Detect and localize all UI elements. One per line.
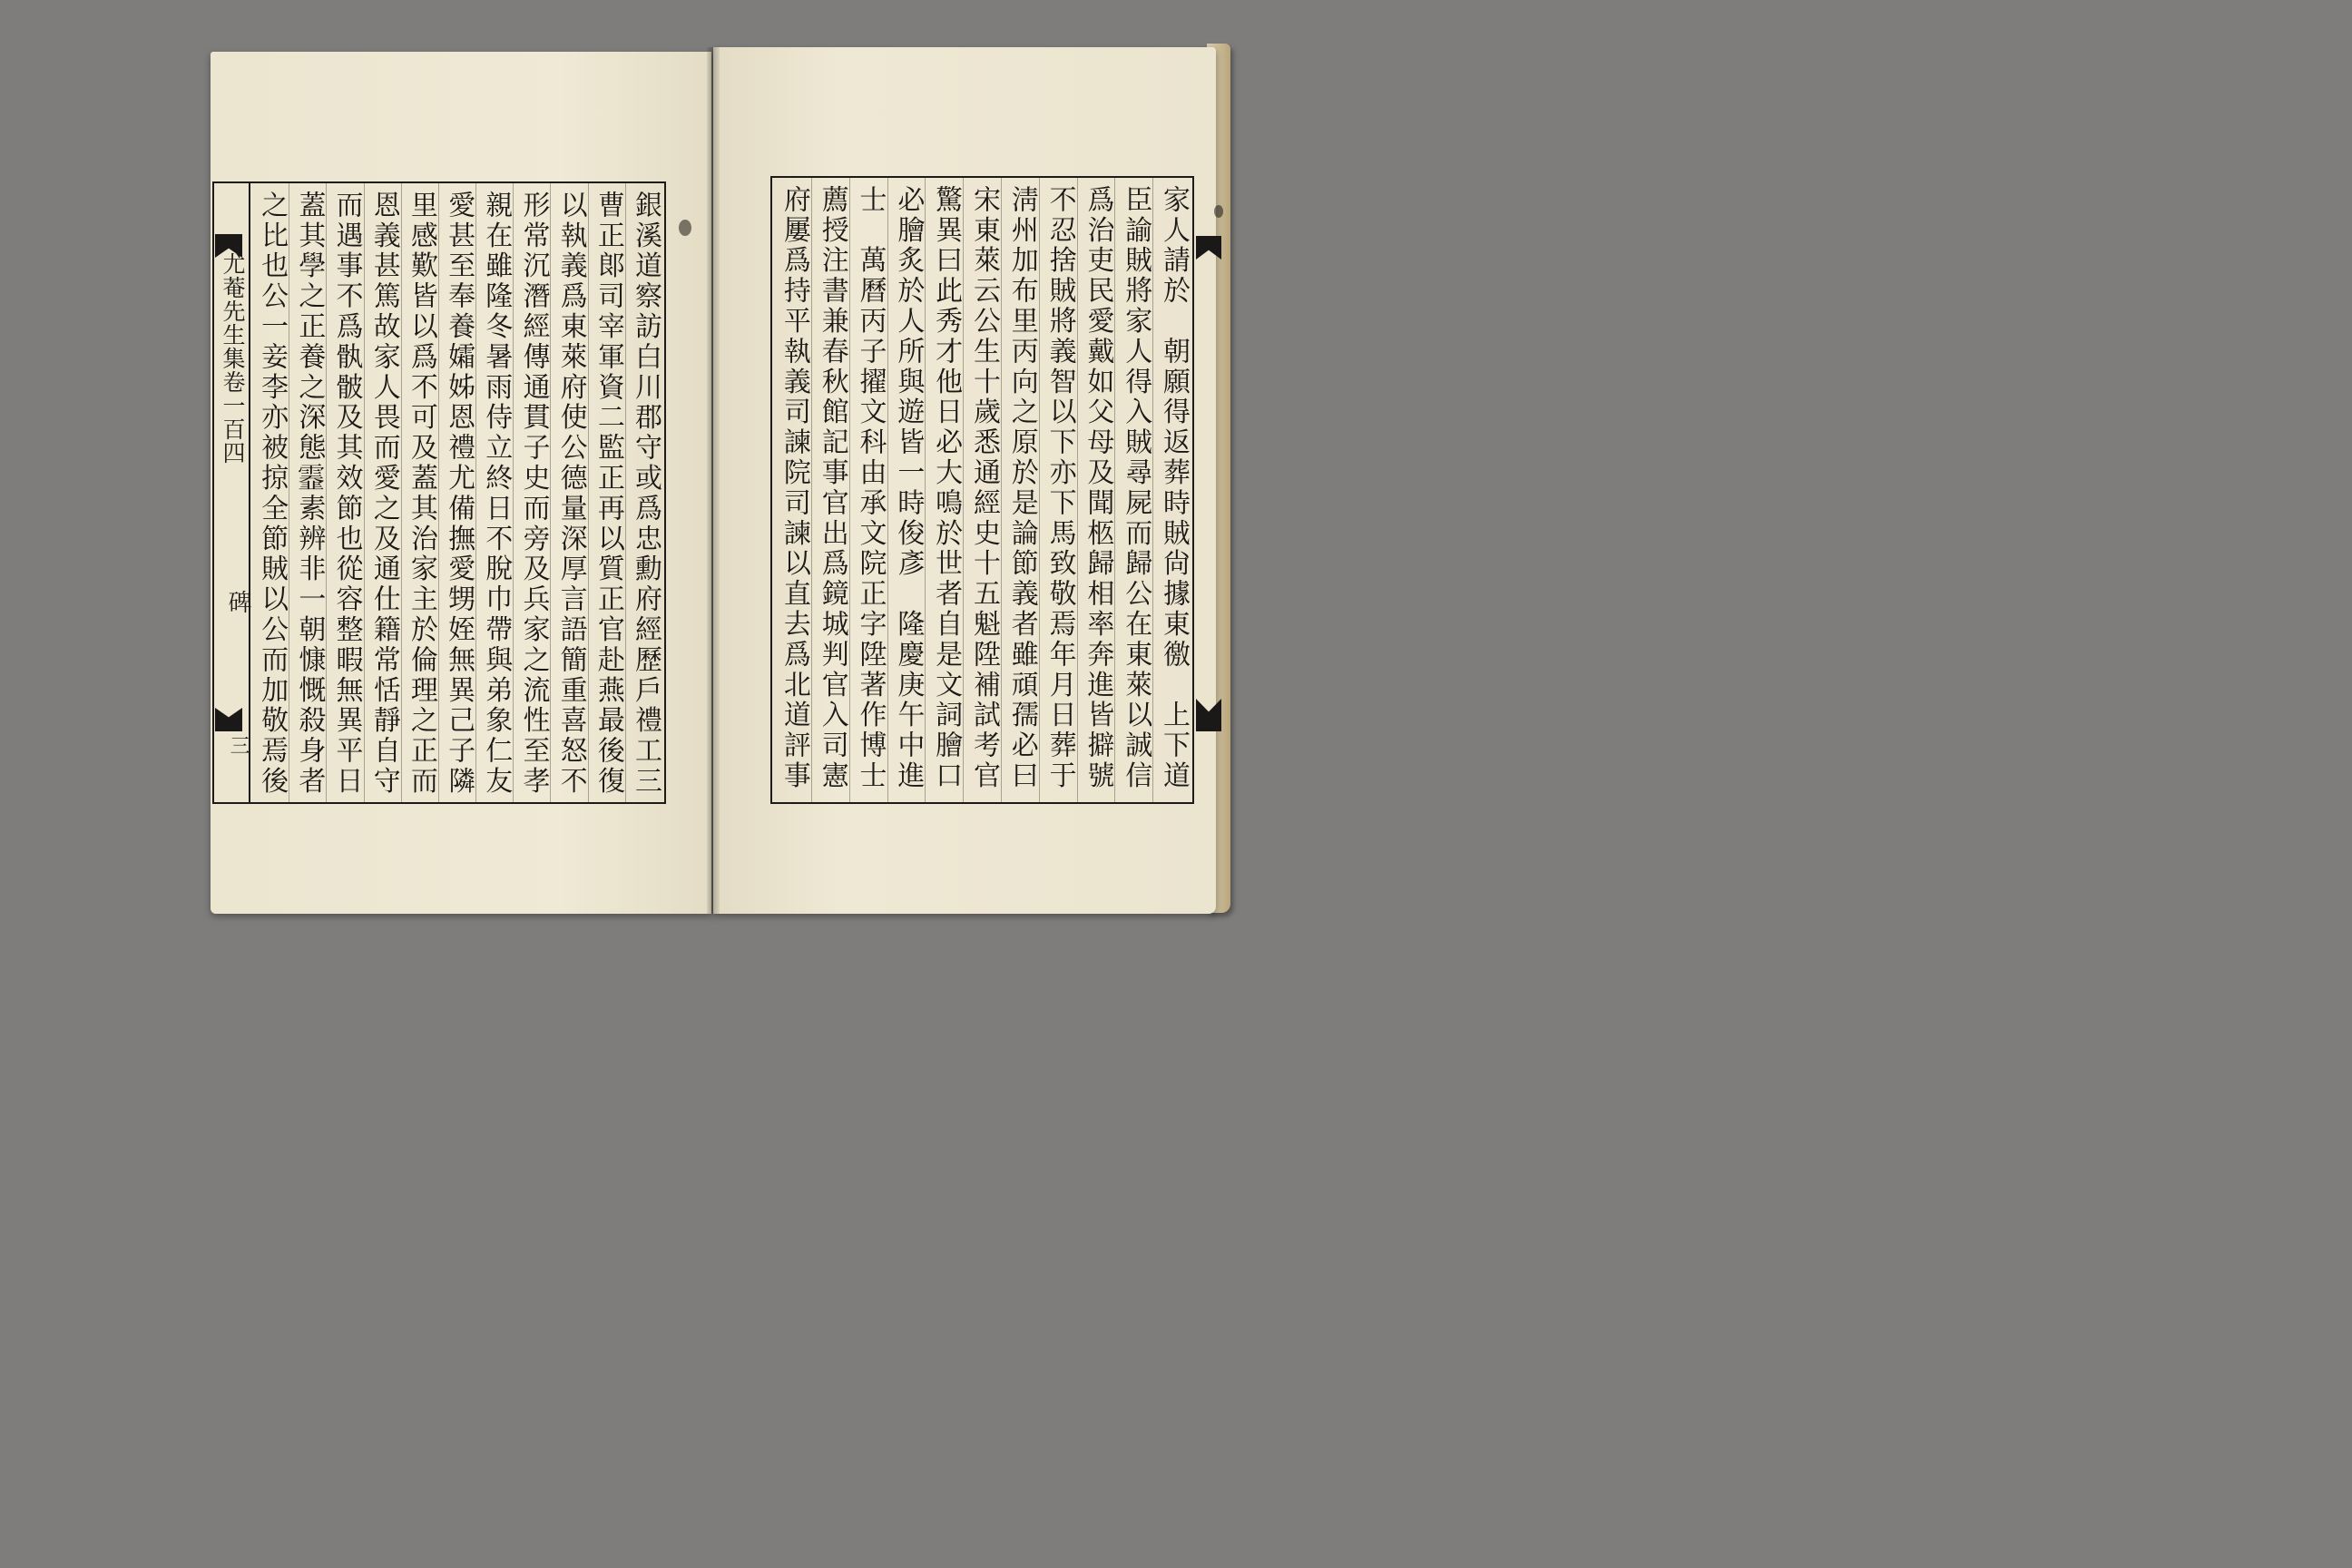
text-column: 親在雖隆冬暑雨侍立終日不脫巾帶與弟象仁友 — [475, 183, 513, 802]
text-column: 曹正郞司宰軍資二監正再以質正官赴燕最後復 — [588, 183, 625, 802]
open-book-spread — [0, 0, 1423, 948]
right-text-frame — [770, 176, 1194, 804]
banxin-page-number: 三 — [227, 735, 250, 755]
text-column: 愛甚至奉養孀姊恩禮尤備撫愛甥姪無異己子隣 — [438, 183, 475, 802]
left-text-columns — [252, 183, 662, 802]
text-column: 而遇事不爲骫骳及其效節也從容整暇無異平日 — [326, 183, 363, 802]
text-column: 爲治吏民愛戴如父母及聞柩歸相率奔進皆擗號 — [1077, 178, 1115, 802]
text-column: 臣諭賊將家人得入賊尋屍而歸公在東萊以誠信 — [1114, 178, 1152, 802]
text-column: 之比也公一妾李亦被掠全節賊以公而加敬焉後 — [256, 191, 289, 797]
text-column: 恩義甚篤故家人畏而愛之及通仕籍常恬靜自守 — [364, 183, 401, 802]
text-column: 銀溪道察訪白川郡守或爲忠勳府經歷戶禮工三 — [625, 183, 662, 802]
banxin-title: 尤菴先生集卷一百四 — [220, 252, 246, 465]
text-column: 驚異曰此秀才他日必大鳴於世者自是文詞膾口 — [925, 178, 963, 802]
text-column: 淸州加布里丙向之原於是論節義者雖頑孺必曰 — [1001, 178, 1039, 802]
ink-smudge — [679, 220, 691, 236]
text-column: 家人請於 朝願得返葬時賊尙據東徼 上下道 — [1152, 178, 1191, 802]
text-column: 里感歎皆以爲不可及蓋其治家主於倫理之正而 — [401, 183, 438, 802]
text-column: 蓋其學之正養之深態𩆅素辨非一朝慷慨殺身者 — [289, 183, 326, 802]
text-column: 以執義爲東萊府使公德量深厚言語簡重喜怒不 — [550, 183, 587, 802]
text-column: 形常沉潛經傳通貫子史而旁及兵家之流性至孝 — [513, 183, 550, 802]
text-column: 士 萬曆丙子擢文科由承文院正字陞著作博士 — [849, 178, 887, 802]
right-text-columns — [774, 178, 1191, 802]
center-margin-strip — [214, 183, 250, 802]
text-column: 宋東萊云公生十歲悉通經史十五魁陞補試考官 — [963, 178, 1001, 802]
text-column: 府屢爲持平執義司諫院司諫以直去爲北道評事 — [778, 185, 810, 791]
banxin-section: 碑 — [224, 590, 251, 613]
left-text-frame — [212, 181, 666, 804]
ink-smudge — [1214, 205, 1223, 218]
text-column: 不忍捨賊將義智以下亦下馬致敬焉年月日葬于 — [1039, 178, 1077, 802]
book-gutter — [707, 47, 720, 914]
text-column: 必膾炙於人所與遊皆一時俊彥 隆慶庚午中進 — [887, 178, 926, 802]
text-column: 薦授注書兼春秋館記事官出爲鏡城判官入司憲 — [811, 178, 849, 802]
